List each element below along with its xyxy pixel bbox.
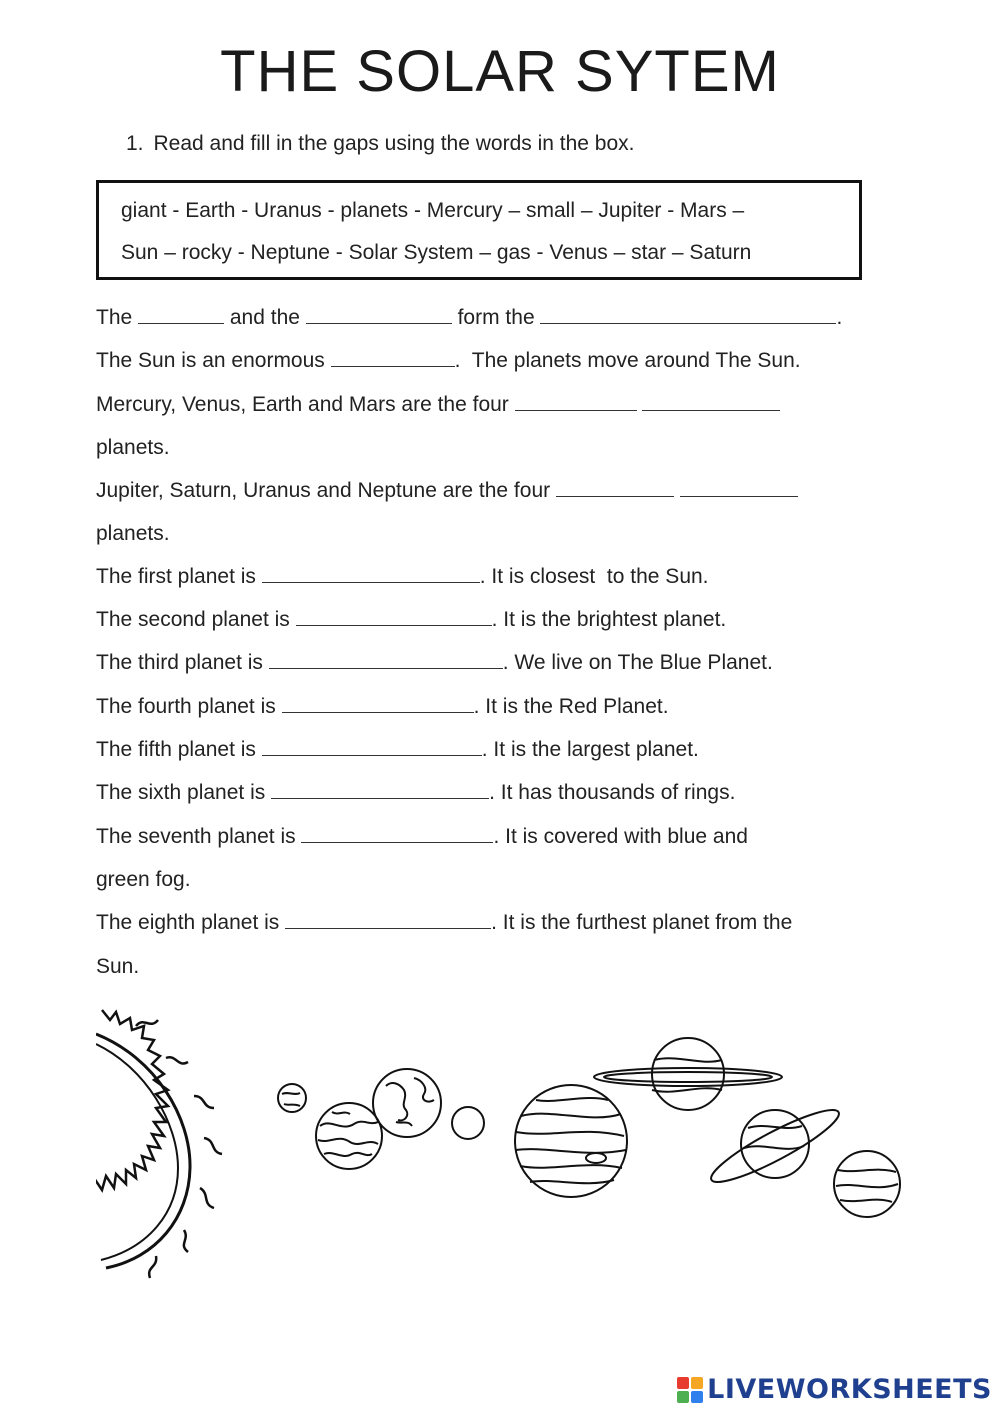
earth-icon xyxy=(373,1069,441,1137)
neptune-icon xyxy=(834,1151,900,1217)
fill-in-blank[interactable] xyxy=(296,607,492,626)
jupiter-icon xyxy=(515,1085,627,1197)
sentence-line xyxy=(96,305,842,331)
fill-in-blank[interactable] xyxy=(282,694,474,713)
sentence-text: Jupiter, Saturn, Uranus and Neptune are the four xyxy=(96,479,556,502)
sentence-text: . It is the Red Planet. xyxy=(473,695,669,718)
sentence-text: . We live on The Blue Planet. xyxy=(502,651,773,674)
sentence-line xyxy=(96,824,748,850)
fill-in-blank[interactable] xyxy=(301,824,493,843)
fill-in-blank[interactable] xyxy=(271,780,489,799)
sentence-text: . It is the brightest planet. xyxy=(491,608,727,631)
sentence-line xyxy=(96,392,780,418)
sentence-line xyxy=(96,478,798,504)
sentence-text: . It is closest to the Sun. xyxy=(479,565,709,588)
sentence-text: The xyxy=(96,306,139,329)
footer-brand xyxy=(677,1374,992,1405)
sentence-text: green fog. xyxy=(96,868,191,891)
sun-icon xyxy=(96,1010,222,1278)
word-bank-line-1: giant - Earth - Uranus - planets - Mercury – small – Jupiter - Mars – xyxy=(121,199,745,222)
fill-in-blank[interactable] xyxy=(680,478,798,497)
sentence-line xyxy=(96,607,726,633)
sentence-line xyxy=(96,954,139,980)
fill-in-blank[interactable] xyxy=(515,392,637,411)
fill-in-blank[interactable] xyxy=(642,392,780,411)
sentence-text: . xyxy=(836,306,843,329)
sentence-text: The fifth planet is xyxy=(96,738,262,761)
word-bank-line-2: Sun – rocky - Neptune - Solar System – gas - Venus – star – Saturn xyxy=(121,241,752,264)
sentence-line xyxy=(96,564,709,590)
sentence-text: The first planet is xyxy=(96,565,262,588)
sentence-text: Mercury, Venus, Earth and Mars are the four xyxy=(96,393,515,416)
liveworksheets-logo-icon xyxy=(677,1377,703,1403)
fill-in-blank[interactable] xyxy=(556,478,674,497)
sentence-text: . It is covered with blue and xyxy=(493,825,748,848)
instruction-number: 1. xyxy=(126,132,144,155)
sentence-text: Sun. xyxy=(96,955,140,978)
brand-name: LIVEWORKSHEETS xyxy=(707,1374,992,1405)
fill-in-blank[interactable] xyxy=(262,564,480,583)
fill-in-blank[interactable] xyxy=(306,305,452,324)
mercury-icon xyxy=(278,1084,306,1112)
saturn-icon xyxy=(594,1038,782,1110)
sentence-text: The fourth planet is xyxy=(96,695,282,718)
word-bank-box xyxy=(96,180,862,280)
fill-in-blank[interactable] xyxy=(285,910,491,929)
sentence-text: . It is the furthest planet from the xyxy=(491,911,793,934)
sentence-line xyxy=(96,737,699,763)
sentence-text: . The planets move around The Sun. xyxy=(454,349,801,372)
sentence-text: The eighth planet is xyxy=(96,911,286,934)
sentence-line xyxy=(96,910,792,936)
solar-system-illustration xyxy=(96,998,916,1288)
sentence-line xyxy=(96,348,801,374)
sentence-text: . It is the largest planet. xyxy=(481,738,699,761)
sentence-line xyxy=(96,650,773,676)
sentence-line xyxy=(96,435,170,461)
mars-icon xyxy=(452,1107,484,1139)
fill-in-blank[interactable] xyxy=(269,650,503,669)
uranus-icon xyxy=(705,1100,845,1192)
sentence-text: and the xyxy=(224,306,306,329)
instruction xyxy=(126,132,635,156)
fill-in-blank[interactable] xyxy=(540,305,836,324)
sentence-line xyxy=(96,694,669,720)
fill-in-blank[interactable] xyxy=(138,305,224,324)
sentence-text: The third planet is xyxy=(96,651,269,674)
sentence-text: form the xyxy=(451,306,541,329)
sentence-text: planets. xyxy=(96,436,170,459)
sentence-line xyxy=(96,521,170,547)
sentence-text: The Sun is an enormous xyxy=(96,349,331,372)
instruction-text: Read and fill in the gaps using the words in the box. xyxy=(153,132,635,155)
sentence-text: The second planet is xyxy=(96,608,296,631)
sentence-text: The sixth planet is xyxy=(96,781,272,804)
page-title: THE SOLAR SYTEM xyxy=(220,39,780,104)
sentence-text: The seventh planet is xyxy=(96,825,302,848)
sentence-text: planets. xyxy=(96,522,170,545)
sentence-line xyxy=(96,780,735,806)
sentence-text: . It has thousands of rings. xyxy=(489,781,736,804)
fill-in-blank[interactable] xyxy=(262,737,482,756)
fill-in-blank[interactable] xyxy=(331,348,455,367)
venus-icon xyxy=(316,1103,382,1169)
sentence-line xyxy=(96,867,191,893)
